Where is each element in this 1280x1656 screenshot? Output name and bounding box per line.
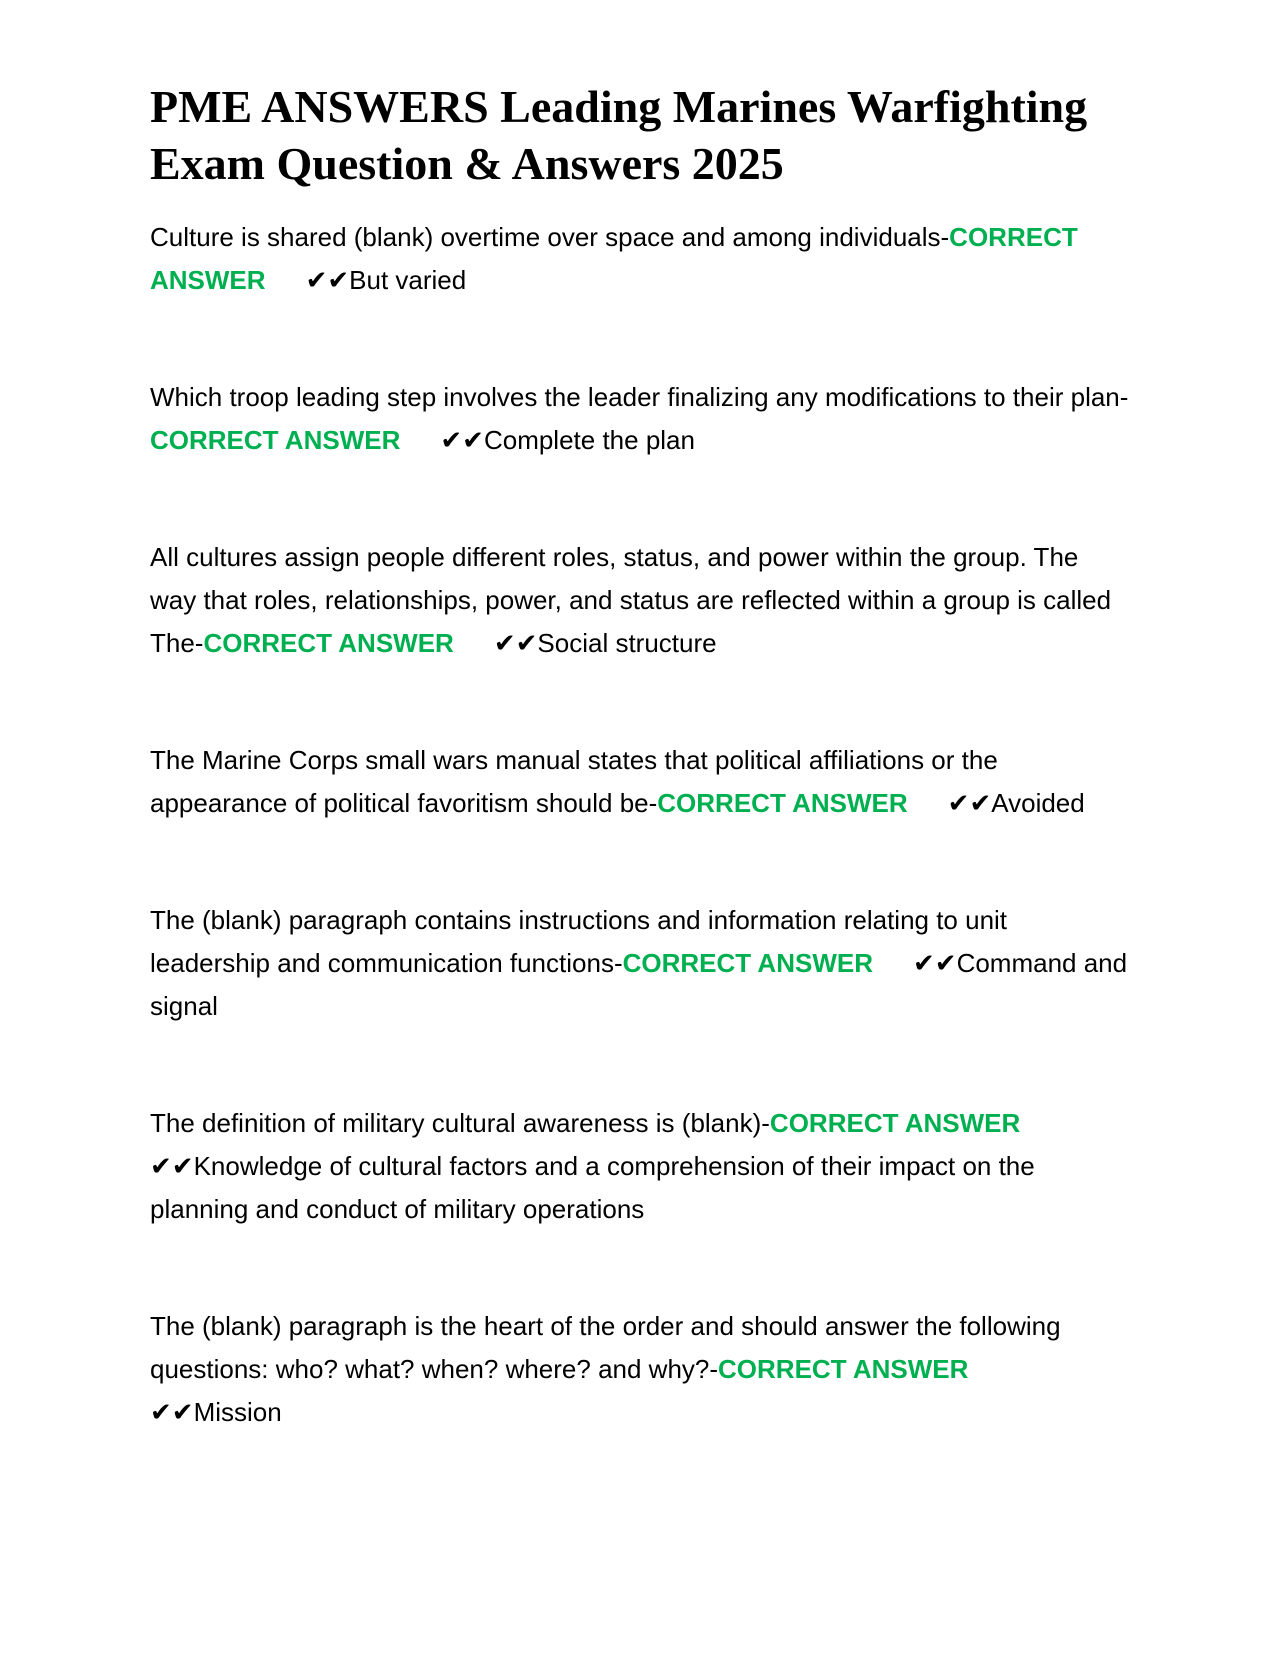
answer-text: Knowledge of cultural factors and a comprehension of their impact on the planning and conduct of military operations bbox=[150, 1151, 1035, 1224]
qa-item bbox=[150, 536, 1130, 665]
qa-list bbox=[150, 216, 1130, 1434]
check-marks-icon: ✔✔ bbox=[150, 1151, 194, 1181]
answer-text: Mission bbox=[193, 1397, 282, 1427]
correct-answer-label: CORRECT ANSWER bbox=[150, 425, 401, 455]
correct-answer-label: CORRECT ANSWER bbox=[150, 222, 1078, 295]
qa-item bbox=[150, 376, 1130, 462]
qa-item bbox=[150, 739, 1130, 825]
check-marks-icon: ✔✔ bbox=[150, 1397, 194, 1427]
qa-item bbox=[150, 1102, 1130, 1231]
correct-answer-label: CORRECT ANSWER bbox=[769, 1108, 1021, 1138]
answer-text: Complete the plan bbox=[483, 425, 695, 455]
question-text: The definition of military cultural awareness is (blank)- bbox=[150, 1108, 770, 1138]
correct-answer-label: CORRECT ANSWER bbox=[622, 948, 873, 978]
question-text: The (blank) paragraph is the heart of the order and should answer the following questions: who? what? when? where? and why?- bbox=[150, 1311, 1061, 1384]
qa-item bbox=[150, 216, 1130, 302]
check-marks-icon: ✔✔ bbox=[493, 628, 538, 658]
check-marks-icon: ✔✔ bbox=[947, 788, 992, 818]
document-title: PME ANSWERS Leading Marines Warfighting Exam Question & Answers 2025 bbox=[150, 81, 1088, 189]
question-text: Culture is shared (blank) overtime over space and among individuals- bbox=[150, 222, 950, 252]
document-page bbox=[150, 72, 1130, 1508]
correct-answer-label: CORRECT ANSWER bbox=[657, 788, 908, 818]
answer-text: Avoided bbox=[991, 788, 1085, 818]
question-text: Which troop leading step involves the leader finalizing any modifications to their plan- bbox=[150, 382, 1129, 412]
question-text: The (blank) paragraph contains instructions and information relating to unit leadership and communication functions- bbox=[150, 905, 1008, 978]
answer-text: Command and signal bbox=[150, 948, 1128, 1021]
question-text: The Marine Corps small wars manual states that political affiliations or the appearance of political favoritism should be- bbox=[150, 745, 998, 818]
answer-text: Social structure bbox=[537, 628, 717, 658]
correct-answer-label: CORRECT ANSWER bbox=[718, 1354, 969, 1384]
check-marks-icon: ✔✔ bbox=[912, 948, 957, 978]
check-marks-icon: ✔✔ bbox=[440, 425, 484, 455]
qa-item bbox=[150, 899, 1130, 1028]
correct-answer-label: CORRECT ANSWER bbox=[203, 628, 454, 658]
answer-text: But varied bbox=[349, 265, 467, 295]
check-marks-icon: ✔✔ bbox=[305, 265, 350, 295]
question-text: All cultures assign people different roles, status, and power within the group. The way that roles, relationships, power, and status are reflected within a group is called The- bbox=[150, 542, 1112, 658]
qa-item bbox=[150, 1305, 1130, 1434]
